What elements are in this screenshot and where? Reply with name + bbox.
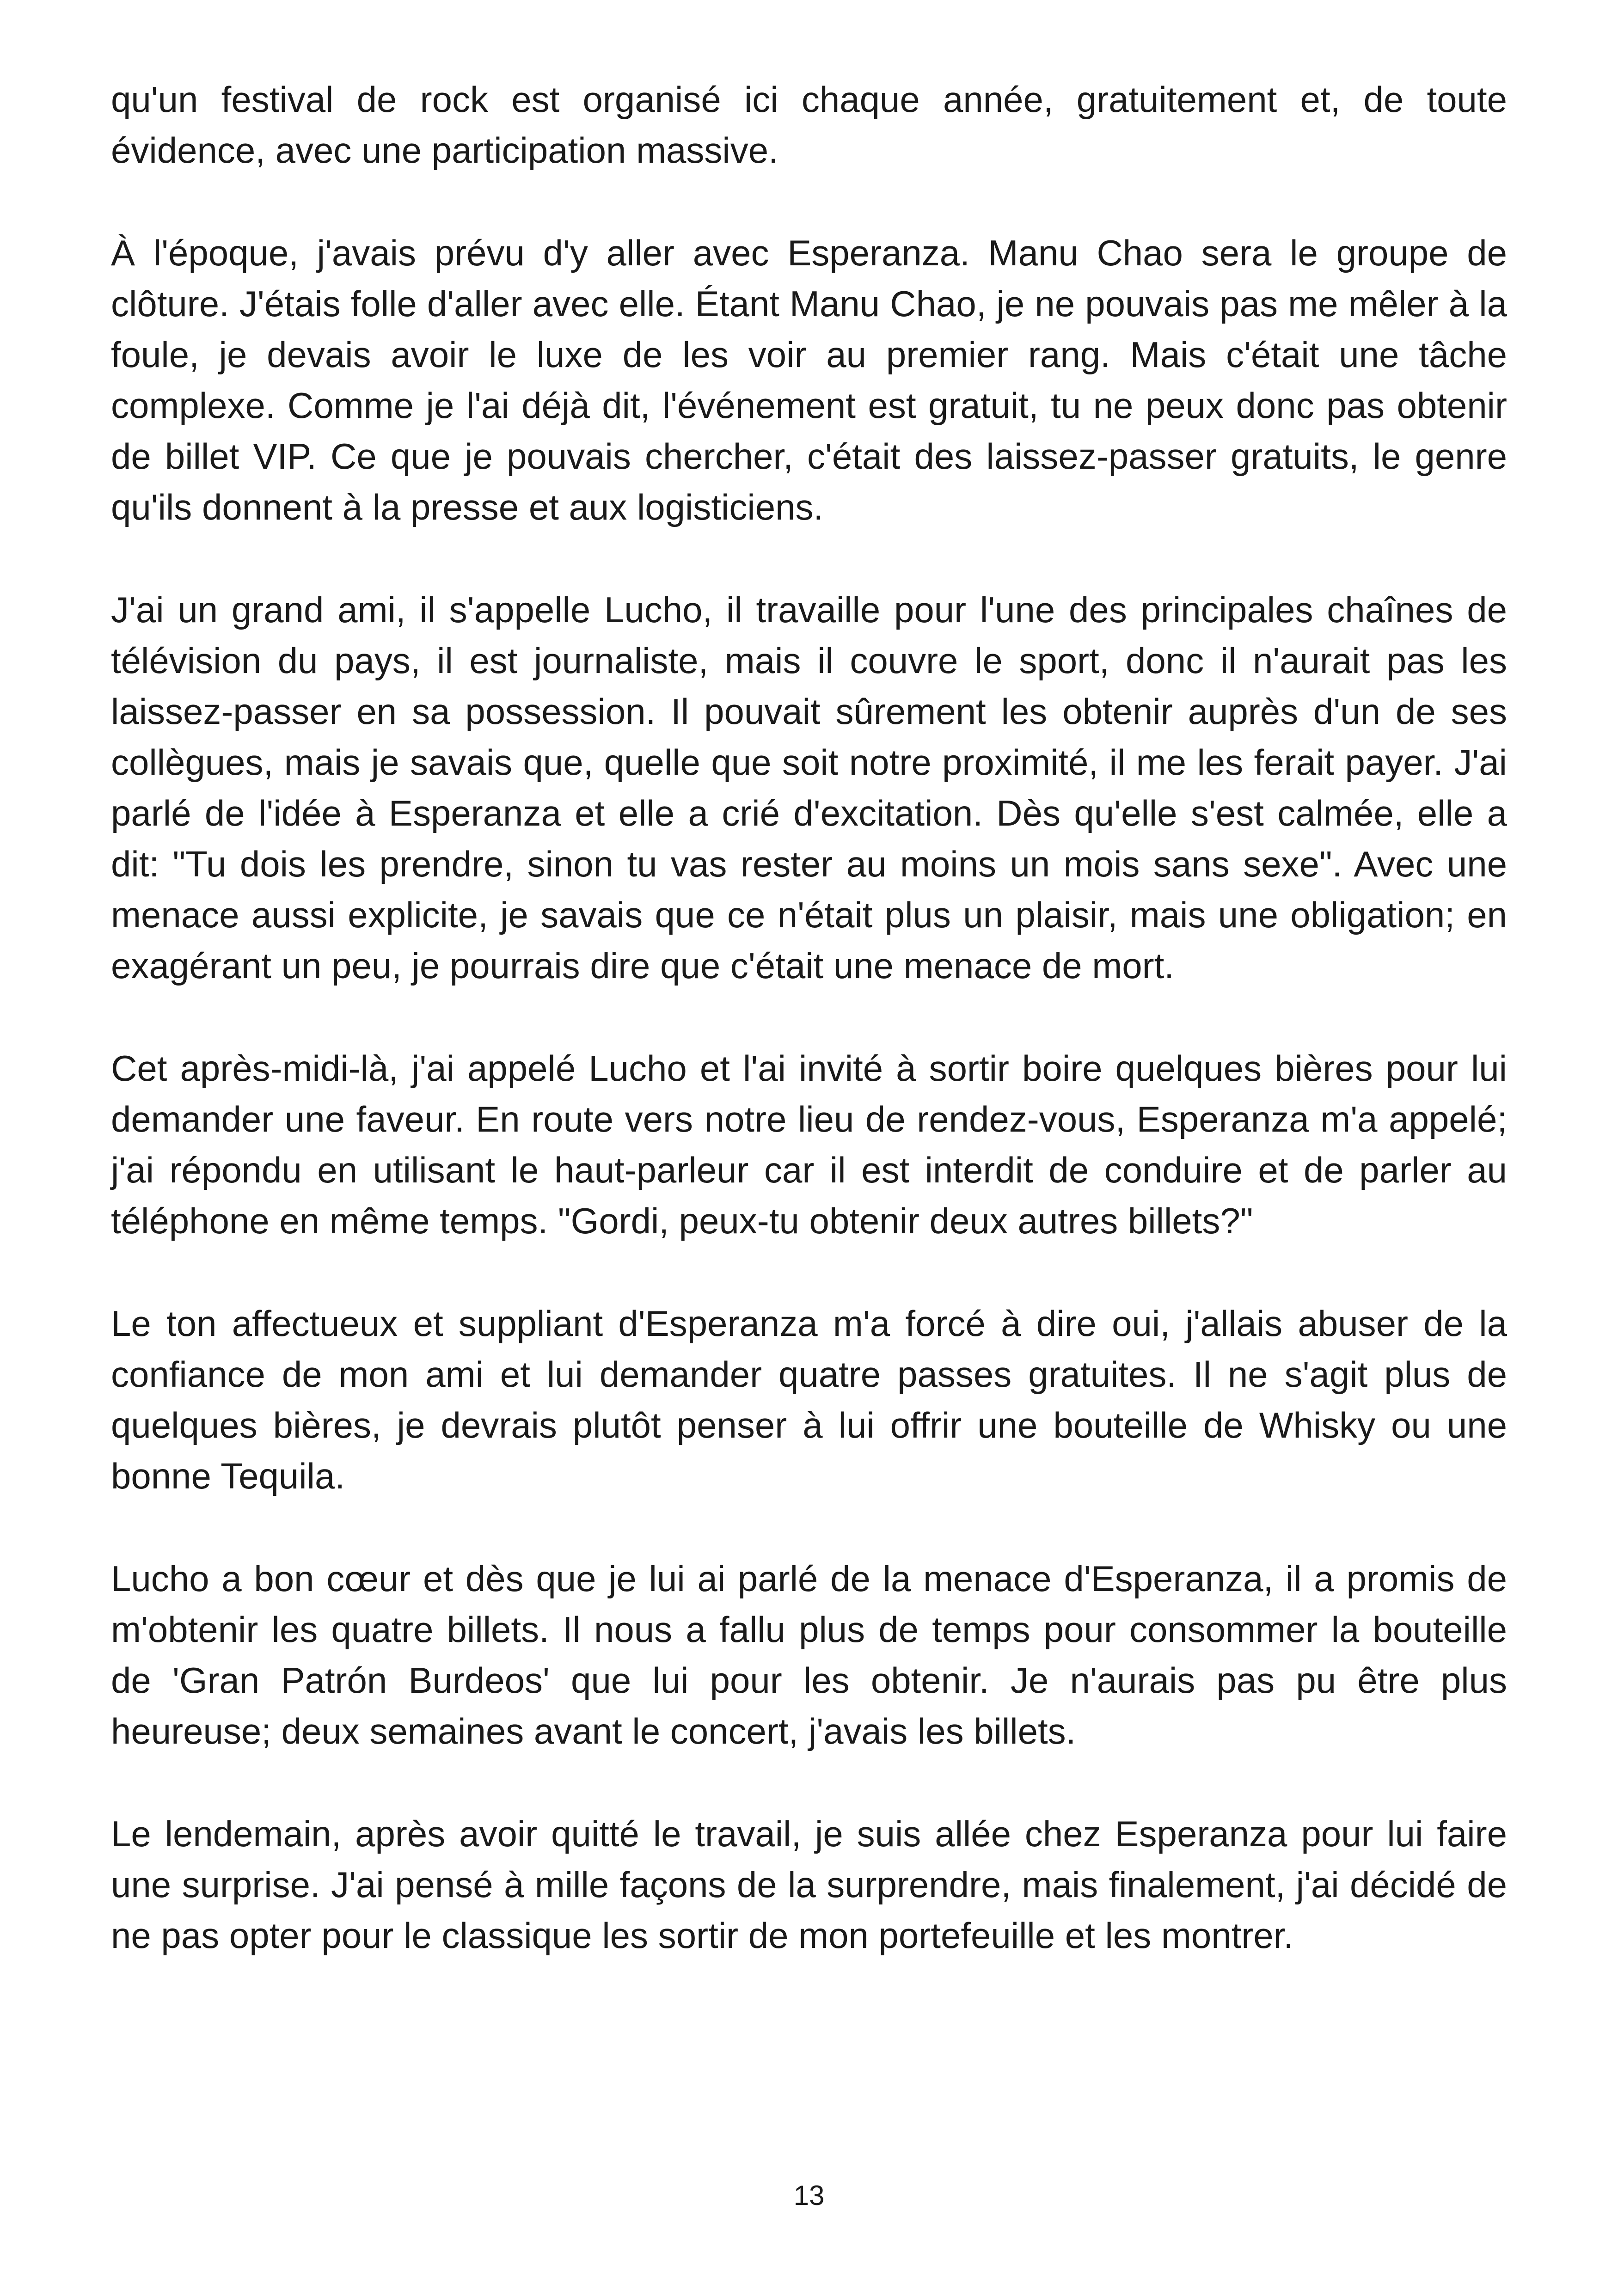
paragraph: Lucho a bon cœur et dès que je lui ai parlé de la menace d'Esperanza, il a promis de m'obtenir les quatre billets. Il nous a fallu plus de temps pour consommer la bouteille de 'Gran Patrón Burdeos' que lui pour les obtenir. Je n'aurais pas pu être plus heureuse; deux semaines avant le concert, j'avais les billets. xyxy=(111,1558,1507,1751)
paragraph: J'ai un grand ami, il s'appelle Lucho, il travaille pour l'une des principales chaînes de télévision du pays, il est journaliste, mais il couvre le sport, donc il n'aurait pas les laissez-passer en sa possession. Il pouvait sûrement les obtenir auprès d'un de ses collègues, mais je savais que, quelle que soit notre proximité, il me les ferait payer. J'ai parlé de l'idée à Esperanza et elle a crié d'excitation. Dès qu'elle s'est calmée, elle a dit: "Tu dois les prendre, sinon tu vas rester au moins un mois sans sexe". Avec une menace aussi explicite, je savais que ce n'était plus un plaisir, mais une obligation; en exagérant un peu, je pourrais dire que c'était une menace de mort. xyxy=(111,589,1507,986)
paragraph: qu'un festival de rock est organisé ici chaque année, gratuitement et, de toute évidence, avec une participation massive. xyxy=(111,79,1507,171)
page-number: 13 xyxy=(793,2180,825,2211)
paragraph: Cet après-midi-là, j'ai appelé Lucho et l'ai invité à sortir boire quelques bières pour lui demander une faveur. En route vers notre lieu de rendez-vous, Esperanza m'a appelé; j'ai répondu en utilisant le haut-parleur car il est interdit de conduire et de parler au téléphone en même temps. "Gordi, peux-tu obtenir deux autres billets?" xyxy=(111,1048,1507,1241)
paragraph: Le ton affectueux et suppliant d'Esperanza m'a forcé à dire oui, j'allais abuser de la confiance de mon ami et lui demander quatre passes gratuites. Il ne s'agit plus de quelques bières, je devrais plutôt penser à lui offrir une bouteille de Whisky ou une bonne Tequila. xyxy=(111,1303,1507,1496)
paragraph: Le lendemain, après avoir quitté le travail, je suis allée chez Esperanza pour lui faire une surprise. J'ai pensé à mille façons de la surprendre, mais finalement, j'ai décidé de ne pas opter pour le classique les sortir de mon portefeuille et les montrer. xyxy=(111,1813,1507,1956)
paragraph: À l'époque, j'avais prévu d'y aller avec Esperanza. Manu Chao sera le groupe de clôture. J'étais folle d'aller avec elle. Étant Manu Chao, je ne pouvais pas me mêler à la foule, je devais avoir le luxe de les voir au premier rang. Mais c'était une tâche complexe. Comme je l'ai déjà dit, l'événement est gratuit, tu ne peux donc pas obtenir de billet VIP. Ce que je pouvais chercher, c'était des laissez-passer gratuits, le genre qu'ils donnent à la presse et aux logisticiens. xyxy=(111,233,1507,527)
body-text xyxy=(111,74,1507,2013)
